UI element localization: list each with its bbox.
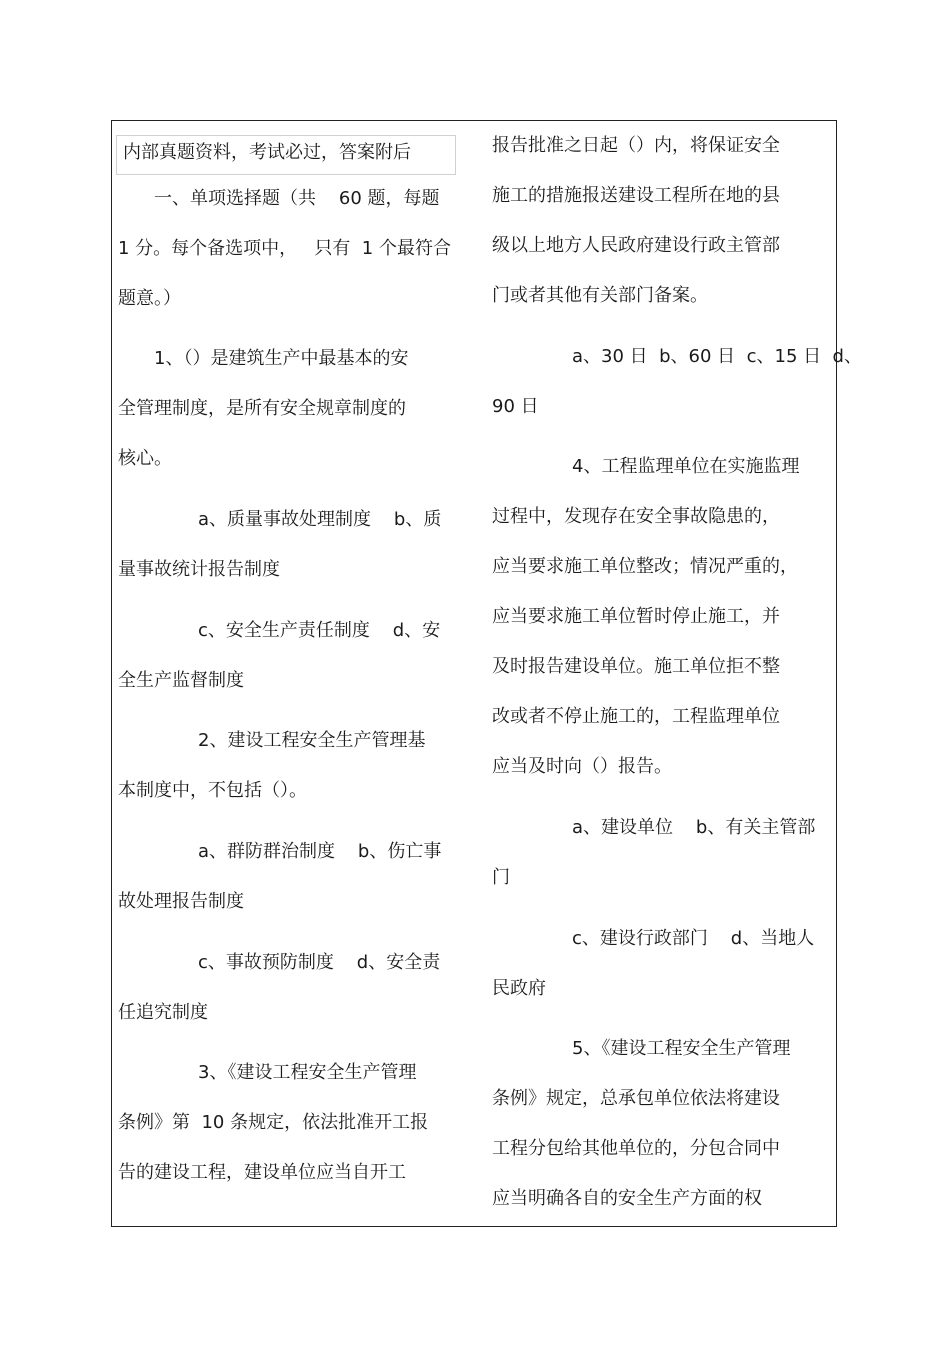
text-line: 民政府	[492, 978, 546, 999]
page-frame	[111, 120, 862, 1227]
text-line: 应当要求施工单位整改；情况严重的，	[492, 556, 798, 577]
option-line: a、质量事故处理制度 b、质	[198, 509, 442, 530]
header-note: 内部真题资料，考试必过，答案附后	[116, 135, 456, 175]
text-line: 全生产监督制度	[118, 670, 244, 691]
text-line: 门	[492, 867, 510, 888]
text-line: 报告批准之日起（）内，将保证安全	[492, 135, 780, 156]
text-line: 条例》规定，总承包单位依法将建设	[492, 1088, 780, 1109]
question-1: 1、（）是建筑生产中最基本的安	[154, 348, 409, 369]
text-line: 1 分。每个备选项中， 只有 1 个最符合	[118, 238, 451, 259]
text-line: 施工的措施报送建设工程所在地的县	[492, 185, 780, 206]
text-line: 条例》第 10 条规定，依法批准开工报	[118, 1112, 429, 1133]
option-line: c、建设行政部门 d、当地人	[572, 928, 815, 949]
text-line: 工程分包给其他单位的，分包合同中	[492, 1138, 780, 1159]
option-line: a、30 日 b、60 日 c、15 日 d、	[572, 346, 862, 367]
section-heading: 一、单项选择题（共 60 题，每题	[154, 188, 440, 209]
option-line: a、建设单位 b、有关主管部	[572, 817, 816, 838]
text-line: 全管理制度，是所有安全规章制度的	[118, 398, 406, 419]
text-line: 应当要求施工单位暂时停止施工，并	[492, 606, 780, 627]
text-line: 改或者不停止施工的，工程监理单位	[492, 706, 780, 727]
text-line: 及时报告建设单位。施工单位拒不整	[492, 656, 780, 677]
option-line: c、事故预防制度 d、安全责	[198, 952, 441, 973]
text-line: 核心。	[118, 448, 172, 469]
text-line: 题意。）	[118, 288, 181, 309]
question-2: 2、建设工程安全生产管理基	[198, 730, 426, 751]
option-line: c、安全生产责任制度 d、安	[198, 620, 441, 641]
text-line: 故处理报告制度	[118, 891, 244, 912]
question-3: 3、《建设工程安全生产管理	[198, 1062, 417, 1083]
text-line: 应当明确各自的安全生产方面的权	[492, 1188, 762, 1209]
text-line: 应当及时向（）报告。	[492, 756, 672, 777]
question-4: 4、工程监理单位在实施监理	[572, 456, 800, 477]
text-line: 90 日	[492, 396, 539, 417]
text-line: 门或者其他有关部门备案。	[492, 285, 708, 306]
text-line: 任追究制度	[118, 1002, 208, 1023]
text-line: 级以上地方人民政府建设行政主管部	[492, 235, 780, 256]
text-line: 过程中，发现存在安全事故隐患的，	[492, 506, 780, 527]
text-line: 本制度中，不包括（）。	[118, 780, 307, 801]
option-line: a、群防群治制度 b、伤亡事	[198, 841, 442, 862]
text-line: 量事故统计报告制度	[118, 559, 280, 580]
question-5: 5、《建设工程安全生产管理	[572, 1038, 791, 1059]
text-line: 告的建设工程，建设单位应当自开工	[118, 1162, 406, 1183]
